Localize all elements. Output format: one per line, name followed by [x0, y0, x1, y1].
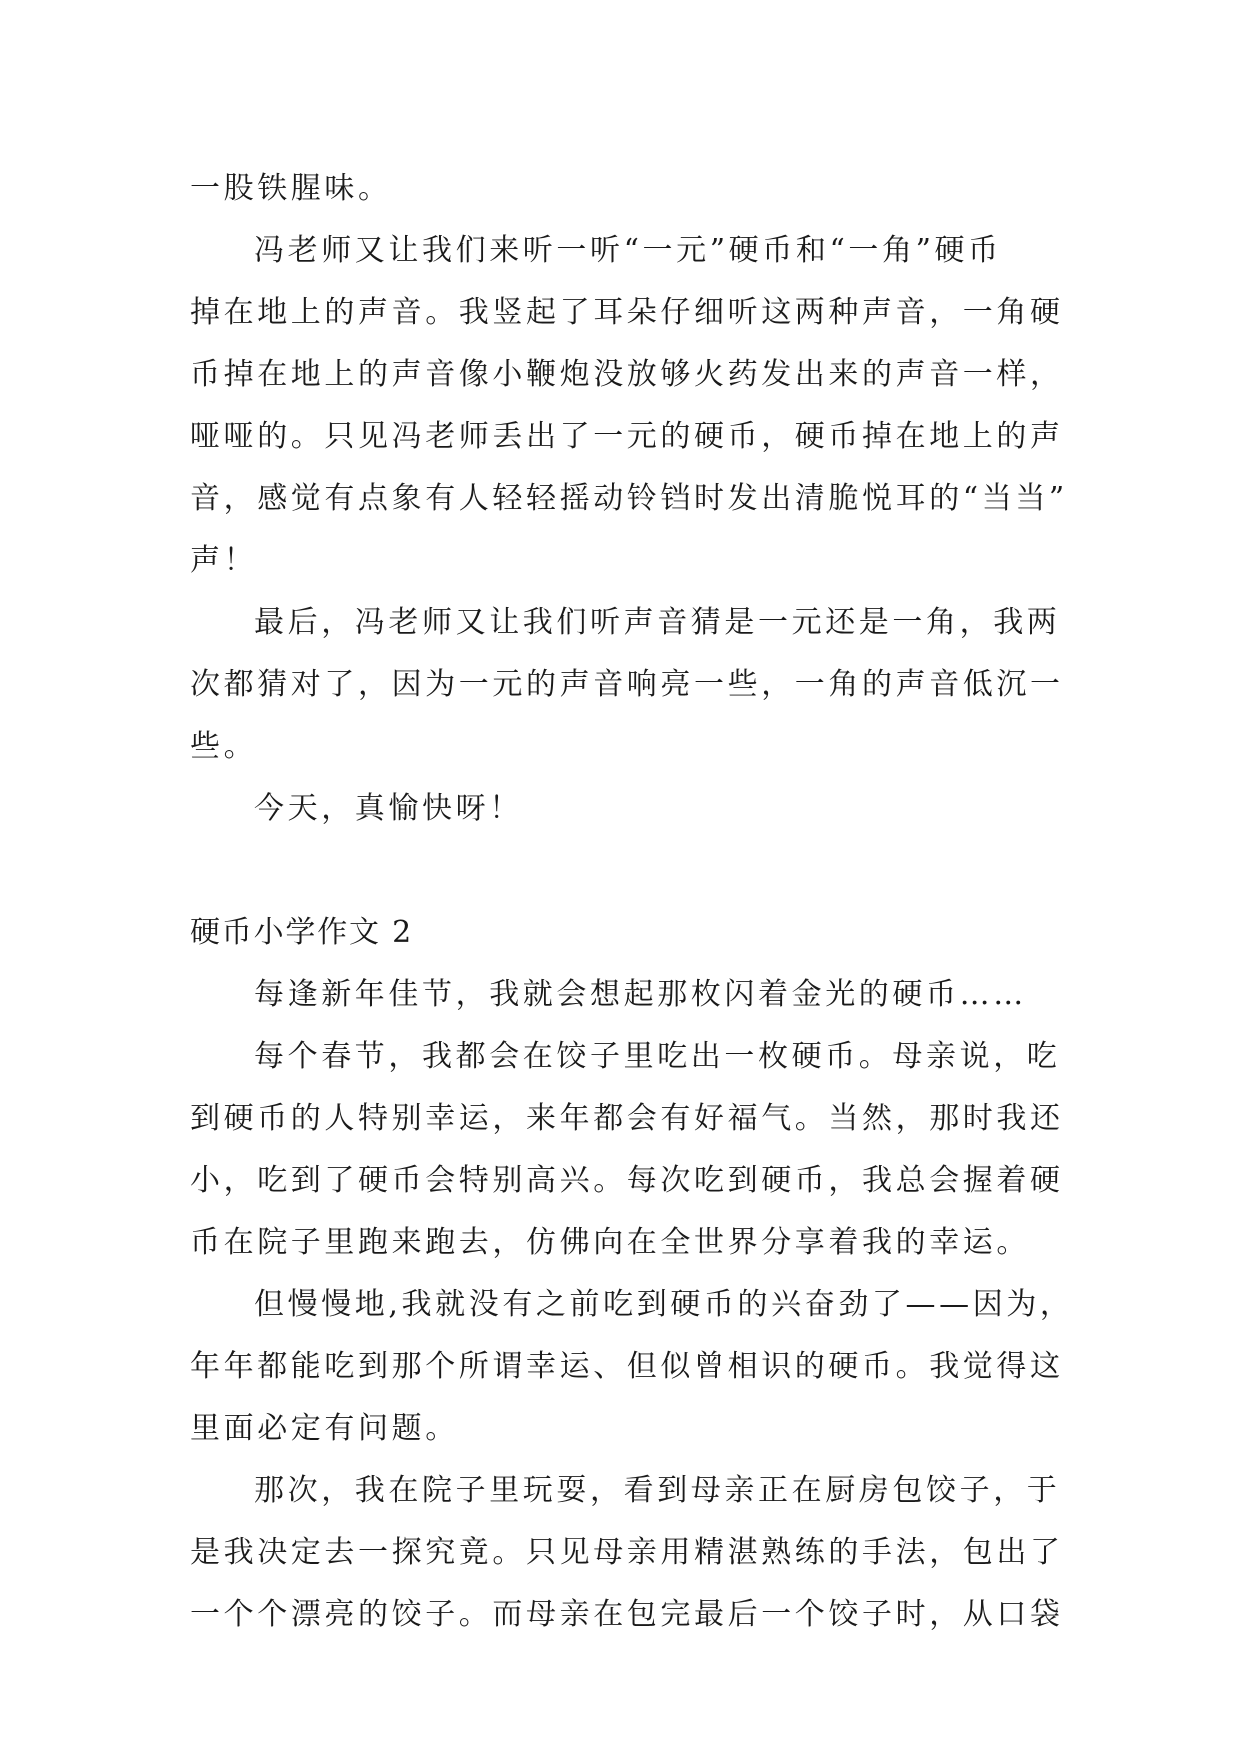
text-line: 一个个漂亮的饺子。而母亲在包完最后一个饺子时，从口袋	[190, 1597, 1064, 1632]
paragraph-start-line: 最后，冯老师又让我们听声音猜是一元还是一角，我两	[254, 605, 1061, 640]
text-line: 是我决定去一探究竟。只见母亲用精湛熟练的手法，包出了	[190, 1535, 1064, 1570]
document-page	[190, 158, 1074, 1646]
text-line: 到硬币的人特别幸运，来年都会有好福气。当然，那时我还	[190, 1101, 1064, 1136]
text-line: 声！	[190, 543, 258, 578]
text-line: 哑哑的。只见冯老师丢出了一元的硬币，硬币掉在地上的声	[190, 419, 1064, 454]
paragraph-start-line: 那次，我在院子里玩耍，看到母亲正在厨房包饺子，于	[254, 1473, 1061, 1508]
paragraph-start-line: 每个春节，我都会在饺子里吃出一枚硬币。母亲说，吃	[254, 1039, 1061, 1074]
text-line: 币掉在地上的声音像小鞭炮没放够火药发出来的声音一样，	[190, 357, 1064, 392]
text-line: 音，感觉有点象有人轻轻摇动铃铛时发出清脆悦耳的“当当”	[190, 481, 1068, 516]
text-line: 里面必定有问题。	[190, 1411, 459, 1446]
text-line: 一股铁腥味。	[190, 171, 392, 206]
text-line: 年年都能吃到那个所谓幸运、但似曾相识的硬币。我觉得这	[190, 1349, 1064, 1384]
paragraph-start-line: 今天，真愉快呀！	[254, 791, 523, 826]
text-line: 小，吃到了硬币会特别高兴。每次吃到硬币，我总会握着硬	[190, 1163, 1064, 1198]
text-line: 次都猜对了，因为一元的声音响亮一些，一角的声音低沉一	[190, 667, 1064, 702]
section-gap	[190, 840, 1060, 902]
text-line: 币在院子里跑来跑去，仿佛向在全世界分享着我的幸运。	[190, 1225, 1030, 1260]
paragraph-start-line: 冯老师又让我们来听一听“一元”硬币和“一角”硬币	[254, 233, 1002, 268]
paragraph-start-line: 但慢慢地,我就没有之前吃到硬币的兴奋劲了——因为，	[254, 1287, 1074, 1322]
text-line: 掉在地上的声音。我竖起了耳朵仔细听这两种声音，一角硬	[190, 295, 1064, 330]
paragraph-start-line: 每逢新年佳节，我就会想起那枚闪着金光的硬币……	[254, 977, 1027, 1012]
text-line: 些。	[190, 729, 258, 764]
essay-title: 硬币小学作文 2	[190, 915, 414, 950]
